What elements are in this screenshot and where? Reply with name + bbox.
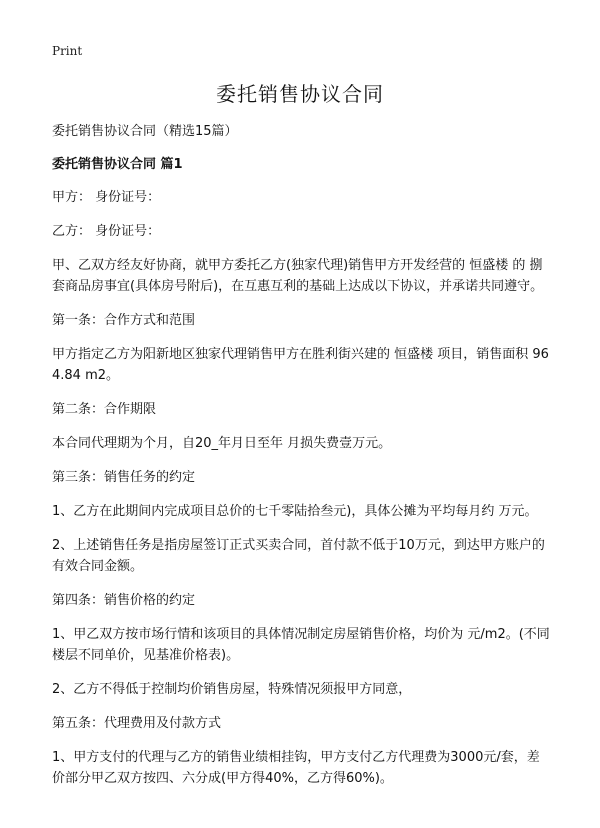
article-1-heading: 第一条：合作方式和范围 [52,313,196,328]
article-3-item-2: 2、上述销售任务是指房屋签订正式买卖合同，首付款不低于10万元，到达甲方账户的有效合同金额。 [52,538,545,574]
article-4-item-2: 2、乙方不得低于控制均价销售房屋，特殊情况须报甲方同意， [52,682,412,697]
section-heading: 委托销售协议合同 篇1 [52,157,183,172]
party-a-line: 甲方： 身份证号： [52,190,161,205]
article-5-item-1: 1、甲方支付的代理与乙方的销售业绩相挂钩，甲方支付乙方代理费为3000元/套，差价部分甲乙双方按四、六分成(甲方得40%，乙方得60%)。 [52,750,540,786]
article-5-heading: 第五条：代理费用及付款方式 [52,716,222,731]
article-2-heading: 第二条：合作期限 [52,402,157,417]
document-subtitle: 委托销售协议合同（精选15篇） [52,124,238,139]
article-4-item-1: 1、甲乙双方按市场行情和该项目的具体情况制定房屋销售价格，均价为 元/m2。(不同楼层不同单价，见基准价格表)。 [52,627,550,663]
document-title: 委托销售协议合同 [216,82,384,106]
party-b-line: 乙方： 身份证号： [52,224,161,239]
intro-paragraph: 甲、乙双方经友好协商，就甲方委托乙方(独家代理)销售甲方开发经营的 恒盛楼 的 捌套商品房事宜(具体房号附后)，在互惠互利的基础上达成以下协议，并承诺共同遵守。 [52,258,544,294]
article-4-heading: 第四条：销售价格的约定 [52,593,196,608]
article-3-heading: 第三条：销售任务的约定 [52,470,196,485]
document-body [52,121,552,801]
print-label: Print [52,44,83,58]
article-2-text: 本合同代理期为个月，自20_年月日至年 月损失费壹万元。 [52,436,392,451]
article-1-text: 甲方指定乙方为阳新地区独家代理销售甲方在胜利街兴建的 恒盛楼 项目，销售面积 964.84 m2。 [52,347,549,383]
article-3-item-1: 1、乙方在此期间内完成项目总价的七千零陆拾叁元)，具体公摊为平均每月约 万元。 [52,504,538,519]
